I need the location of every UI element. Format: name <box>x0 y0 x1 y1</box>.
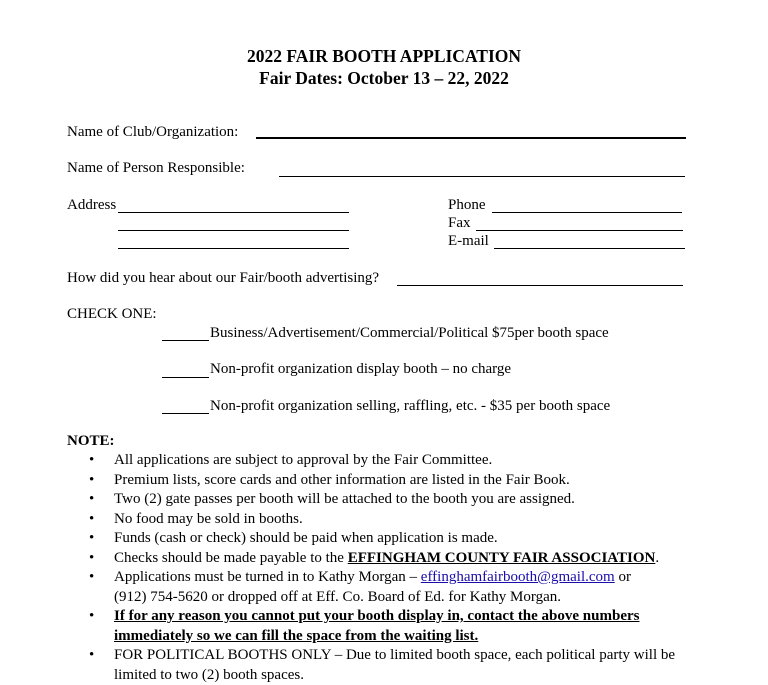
fair-dates: Fair Dates: October 13 – 22, 2022 <box>259 68 509 88</box>
list-item-applications: • Applications must be turned in to Kathy Morgan – effinghamfairbooth@gmail.com or (912) 754-5620 or dropped off at Eff. Co. Board of Ed. for Kathy Morgan. <box>89 569 631 605</box>
address-field-3[interactable] <box>118 248 349 249</box>
bullet-icon: • <box>89 549 95 566</box>
fax-field[interactable] <box>476 230 683 231</box>
page-title: 2022 FAIR BOOTH APPLICATION <box>246 46 522 66</box>
check-blank-nonprofit-display[interactable] <box>162 377 209 378</box>
check-blank-commercial[interactable] <box>162 340 209 341</box>
fax-label: Fax <box>448 215 471 231</box>
note-heading: NOTE: <box>67 433 115 449</box>
bullet-icon: • <box>89 530 95 546</box>
bullet-icon: • <box>89 647 95 663</box>
bullet-icon: • <box>89 491 95 507</box>
list-item: • No food may be sold in booths. <box>67 510 757 530</box>
address-field-1[interactable] <box>118 212 349 213</box>
bullet-icon: • <box>89 608 95 624</box>
email-label: E-mail <box>448 233 489 249</box>
option-commercial: Business/Advertisement/Commercial/Political $75per booth space <box>210 325 609 341</box>
person-label: Name of Person Responsible: <box>67 160 245 176</box>
association-name: EFFINGHAM COUNTY FAIR ASSOCIATION <box>347 549 656 566</box>
phone-field[interactable] <box>492 212 682 213</box>
list-item-warning: • If for any reason you cannot put your booth display in, contact the above numbers immediately so we can fill the space from the waiting list. <box>89 608 640 644</box>
bullet-icon: • <box>89 569 95 585</box>
address-field-2[interactable] <box>118 230 349 231</box>
notes-list <box>67 451 757 685</box>
check-blank-nonprofit-selling[interactable] <box>162 413 209 414</box>
option-nonprofit-display: Non-profit organization display booth – no charge <box>210 361 512 377</box>
bullet-icon: • <box>89 471 95 488</box>
option-nonprofit-selling: Non-profit organization selling, raffling, etc. - $35 per booth space <box>210 398 611 414</box>
email-link[interactable]: effinghamfairbooth@gmail.com <box>420 569 615 585</box>
hear-label: How did you hear about our Fair/booth advertising? <box>67 270 380 286</box>
club-field[interactable] <box>256 137 686 139</box>
list-item-checks: • Checks should be made payable to the EFFINGHAM COUNTY FAIR ASSOCIATION. <box>67 549 757 569</box>
phone-label: Phone <box>448 197 486 213</box>
address-label: Address <box>67 197 117 213</box>
check-one-heading: CHECK ONE: <box>67 306 157 322</box>
list-item-political: • FOR POLITICAL BOOTHS ONLY – Due to limited booth space, each political party will be limited to two (2) booth spaces. <box>89 647 676 683</box>
list-item: • Funds (cash or check) should be paid when application is made. <box>67 529 757 549</box>
club-label: Name of Club/Organization: <box>67 124 239 140</box>
person-field[interactable] <box>279 176 685 177</box>
list-item: • Premium lists, score cards and other information are listed in the Fair Book. <box>67 471 757 491</box>
email-field[interactable] <box>494 248 685 249</box>
list-item: • All applications are subject to approval by the Fair Committee. <box>67 451 757 471</box>
list-item: • Two (2) gate passes per booth will be attached to the booth you are assigned. <box>67 490 757 510</box>
bullet-icon: • <box>89 452 95 468</box>
hear-field[interactable] <box>397 285 683 286</box>
bullet-icon: • <box>89 510 95 527</box>
